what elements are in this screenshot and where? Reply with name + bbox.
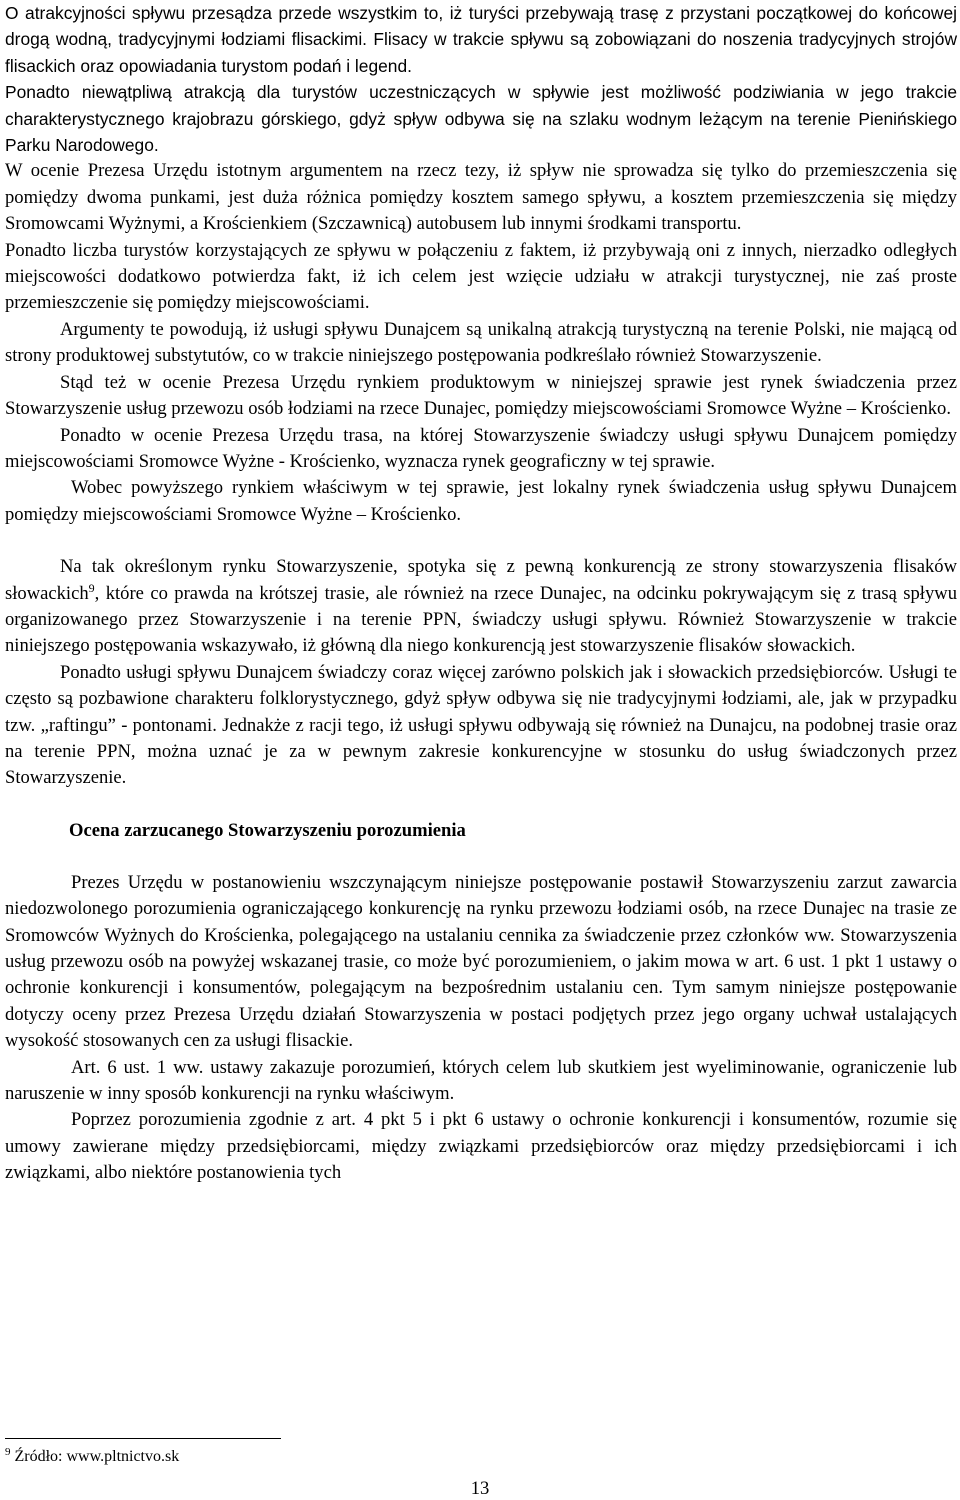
- paragraph-geographic-market: Ponadto w ocenie Prezesa Urzędu trasa, na której Stowarzyszenie świadczy usługi spływu Dunajcem pomiędzy miejscowościami Sromowce Wyżne - Krościenko, wyznacza rynek geograficzny w tej sprawie.: [5, 424, 957, 472]
- paragraph-allegation: Prezes Urzędu w postanowieniu wszczynającym niniejsze postępowanie postawił Stowarzyszeniu zarzut zawarcia niedozwolonego porozumienia ograniczającego konkurencję na rynku przewozu łodziami osób, na rzece Dunajec na trasie ze Sromowców Wyżnych do Krościenka, polegającego na ustalaniu cennika za świadczenie przez członków ww. Stowarzyszenia usług przewozu osób na powyżej wskazanej trasie, co może być porozumieniem, o jakim mowa w art. 6 ust. 1 pkt 1 ustawy o ochronie konkurencji i konsumentów, polegającym na bezpośrednim ustalaniu cen. Tym samym niniejsze postępowanie dotyczy oceny przez Prezesa Urzędu działań Stowarzyszenia w postaci podjętych przez jego organy uchwał ustalających wysokość stosowanych cen za usługi flisackie.: [5, 871, 957, 1052]
- paragraph-competition: [5, 554, 957, 660]
- footnote-number: 9: [5, 1446, 11, 1458]
- paragraph-unique-attraction: Argumenty te powodują, iż usługi spływu Dunajcem są unikalną atrakcją turystyczną na terenie Polski, nie mającą od strony produktowej substytutów, co w trakcie niniejszego postępowania podkreślało również Stowarzyszenie.: [5, 318, 957, 367]
- competition-text-end: , które co prawda na krótszej trasie, ale również na rzece Dunajec, na odcinku pokrywającym się z trasą spływu organizowanego przez Stowarzyszenie i na terenie PPN, świadczy usługi spływu. Również Stowarzyszenie w trakcie niniejszego postępowania wskazywało, iż główną dla niego konkurencją jest stowarzyszenie flisaków słowackich.: [5, 582, 957, 657]
- document-page: [5, 0, 957, 1187]
- section-heading: Ocena zarzucanego Stowarzyszeniu porozumienia: [69, 819, 466, 841]
- competition-text-start: Na tak określonym rynku Stowarzyszenie, spotyka się z pewną konkurencją ze strony stowarzyszenia flisaków słowackich: [5, 556, 957, 604]
- footnote-reference: 9: [88, 580, 95, 595]
- paragraph-article-6: Art. 6 ust. 1 ww. ustawy zakazuje porozumień, których celem lub skutkiem jest wyeliminowanie, ograniczenie lub naruszenie w inny sposób konkurencji na rynku właściwym.: [5, 1056, 957, 1105]
- footnote-text: Źródło: www.pltnictvo.sk: [14, 1448, 180, 1465]
- paragraph-cost-difference: W ocenie Prezesa Urzędu istotnym argumentem na rzecz tezy, iż spływ nie sprowadza się tylko do przemieszczenia się pomiędzy dwoma punkami, jest duża różnica pomiędzy kosztem samego spływu, a kosztem przemieszczenia się między Sromowcami Wyżnymi, a Krościenkiem (Szczawnicą) autobusem lub innymi środkami transportu.: [5, 160, 957, 235]
- paragraph-product-market: Stąd też w ocenie Prezesa Urzędu rynkiem produktowym w niniejszej sprawie jest rynek świadczenia przez Stowarzyszenie usług przewozu osób łodziami na rzece Dunajec, pomiędzy miejscowościami Sromowce Wyżne – Krościenko.: [5, 371, 957, 420]
- paragraph-attractiveness: O atrakcyjności spływu przesądza przede wszystkim to, iż turyści przebywają trasę z przystani początkowej do końcowej drogą wodną, tradycyjnymi łodziami flisackimi. Flisacy w trakcie spływu są zobowiązani do noszenia tradycyjnych strojów flisackich oraz opowiadania turystom podań i legend.: [5, 3, 957, 76]
- footnote-divider: [5, 1438, 281, 1439]
- paragraph-relevant-market: Wobec powyższego rynkiem właściwym w tej sprawie, jest lokalny rynek świadczenia usług spływu Dunajcem pomiędzy miejscowościami Sromowce Wyżne – Krościenko.: [5, 477, 957, 525]
- paragraph-agreements-definition: Poprzez porozumienia zgodnie z art. 4 pkt 5 i pkt 6 ustawy o ochronie konkurencji i konsumentów, rozumie się umowy zawierane między przedsiębiorcami, między związkami przedsiębiorców oraz między przedsiębiorcami i ich związkami, albo niektóre postanowienia tych: [5, 1109, 957, 1184]
- page-number: 13: [470, 1478, 490, 1499]
- paragraph-landscape: Ponadto niewątpliwą atrakcją dla turystów uczestniczących w spływie jest możliwość podziwiania w jego trakcie charakterystycznego krajobrazu górskiego, gdyż spływ odbywa się na szlaku wodnym leżącym na terenie Pienińskiego Parku Narodowego.: [5, 82, 957, 156]
- paragraph-tourist-count: Ponadto liczba turystów korzystających ze spływu w połączeniu z faktem, iż przybywają oni z innych, nierzadko odległych miejscowości dodatkowo potwierdza fakt, iż ich celem jest wzięcie udziału w atrakcji turystycznej, nie zaś proste przemieszczenie się pomiędzy miejscowościami.: [5, 239, 957, 314]
- paragraph-other-providers: Ponadto usługi spływu Dunajcem świadczy coraz więcej zarówno polskich jak i słowackich przedsiębiorców. Usługi te często są pozbawione charakteru folklorystycznego, gdyż spływ odbywa się nie tradycyjnymi łodziami, ale, jak w przypadku tzw. „raftingu” - pontonami. Jednakże z racji tego, iż usługi spływu odbywają się również na Dunajcu, na podobnej trasie oraz na terenie PPN, można uznać je za w pewnym zakresie konkurencyjne w stosunku do usług świadczonych przez Stowarzyszenie.: [5, 661, 957, 789]
- footnote: [5, 1447, 179, 1467]
